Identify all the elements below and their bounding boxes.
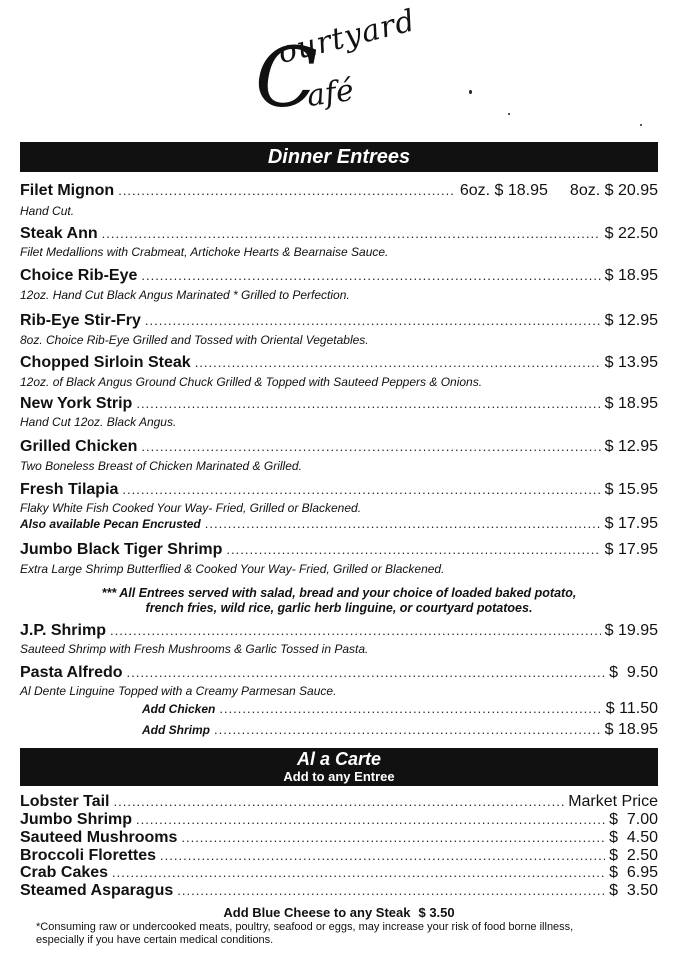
item-name: Crab Cakes: [20, 864, 109, 881]
logo-initial: C: [255, 31, 318, 126]
dot-leader: [141, 268, 600, 283]
item-description: 8oz. Choice Rib-Eye Grilled and Tossed with Oriental Vegetables.: [20, 333, 369, 347]
dot-leader: [127, 665, 606, 680]
item-name: Pasta Alfredo: [20, 664, 123, 681]
item-description: 12oz. Hand Cut Black Angus Marinated * Grilled to Perfection.: [20, 288, 350, 302]
menu-item-rib-eye-stir-fry: [20, 312, 658, 330]
item-price: $ 6.95: [609, 864, 658, 881]
dot-leader: [112, 865, 605, 880]
item-price-8oz: 8oz. $ 20.95: [569, 182, 658, 199]
dot-leader: [136, 812, 605, 827]
item-description: Hand Cut 12oz. Black Angus.: [20, 415, 177, 429]
carte-item-lobster-tail: [20, 793, 658, 811]
dot-leader: [195, 355, 601, 370]
menu-item-choice-rib-eye: [20, 267, 658, 285]
item-description: Two Boneless Breast of Chicken Marinated & Grilled.: [20, 459, 302, 473]
carte-item-crab-cakes: [20, 864, 658, 882]
item-price-6oz: 6oz. $ 18.95: [459, 182, 548, 199]
menu-item-chopped-sirloin: [20, 354, 658, 372]
item-price: $ 13.95: [604, 354, 658, 371]
dot-leader: [177, 883, 605, 898]
menu-item-grilled-chicken: [20, 438, 658, 456]
item-description: Sauteed Shrimp with Fresh Mushrooms & Garlic Tossed in Pasta.: [20, 642, 369, 656]
item-price: $ 7.00: [609, 811, 658, 828]
dot-leader: [205, 516, 601, 531]
dot-leader: [226, 542, 600, 557]
logo-courtyard-text: ourtyard: [274, 3, 420, 71]
item-price: $ 17.95: [604, 515, 658, 532]
menu-item-filet-mignon: [20, 182, 658, 200]
dot-leader: [141, 439, 600, 454]
item-description: Hand Cut.: [20, 204, 75, 218]
item-name: Sauteed Mushrooms: [20, 829, 178, 846]
carte-item-jumbo-shrimp: [20, 811, 658, 829]
menu-item-add-chicken: [142, 700, 658, 718]
item-price: $ 2.50: [609, 847, 658, 864]
scan-speck: [469, 90, 472, 94]
item-name: Jumbo Black Tiger Shrimp: [20, 541, 223, 558]
dot-leader: [181, 830, 605, 845]
item-name: Add Chicken: [142, 702, 216, 716]
scan-speck: [640, 124, 642, 126]
item-name: Chopped Sirloin Steak: [20, 354, 191, 371]
menu-item-pasta-alfredo: [20, 664, 658, 682]
dot-leader: [122, 482, 600, 497]
blue-cheese-label: Add Blue Cheese to any Steak: [223, 905, 411, 920]
logo-cafe-text: afé: [304, 72, 356, 115]
item-description: Filet Medallions with Crabmeat, Artichoke Hearts & Bearnaise Sauce.: [20, 245, 389, 259]
item-name: Filet Mignon: [20, 182, 115, 199]
carte-item-broccoli-florettes: [20, 847, 658, 865]
advisory-line: especially if you have certain medical conditions.: [36, 934, 274, 946]
entrees-served-note: [20, 586, 658, 616]
advisory-line: *Consuming raw or undercooked meats, poultry, seafood or eggs, may increase your risk of food borne illness,: [36, 921, 574, 933]
menu-item-add-shrimp: [142, 721, 658, 739]
item-price: $ 12.95: [604, 438, 658, 455]
menu-item-new-york-strip: [20, 395, 658, 413]
menu-item-tilapia-pecan: [20, 515, 658, 533]
menu-item-jumbo-black-tiger-shrimp: [20, 541, 658, 559]
item-price: $ 17.95: [604, 541, 658, 558]
item-price: $ 15.95: [604, 481, 658, 498]
dot-leader: [110, 623, 601, 638]
item-name: Steamed Asparagus: [20, 882, 174, 899]
item-name: Steak Ann: [20, 225, 98, 242]
item-name: Jumbo Shrimp: [20, 811, 133, 828]
item-description: Flaky White Fish Cooked Your Way- Fried, Grilled or Blackened.: [20, 501, 362, 515]
consumer-advisory: [36, 921, 656, 947]
item-name: Rib-Eye Stir-Fry: [20, 312, 141, 329]
dot-leader: [214, 722, 601, 737]
scan-speck: [508, 113, 510, 115]
dot-leader: [114, 794, 565, 809]
a-la-carte-banner: [20, 748, 658, 786]
item-name: New York Strip: [20, 395, 133, 412]
item-price: $ 9.50: [609, 664, 658, 681]
dot-leader: [219, 701, 601, 716]
dot-leader: [102, 226, 601, 241]
item-description: Extra Large Shrimp Butterflied & Cooked Your Way- Fried, Grilled or Blackened.: [20, 562, 445, 576]
carte-item-steamed-asparagus: [20, 882, 658, 900]
item-price: $ 4.50: [609, 829, 658, 846]
served-note-line: *** All Entrees served with salad, bread and your choice of loaded baked potato,: [101, 586, 577, 600]
item-name: Fresh Tilapia: [20, 481, 119, 498]
item-name: Add Shrimp: [142, 723, 210, 737]
item-description: 12oz. of Black Angus Ground Chuck Grilled & Topped with Sauteed Peppers & Onions.: [20, 375, 483, 389]
item-price: $ 19.95: [604, 622, 658, 639]
a-la-carte-title: Al a Carte: [296, 749, 382, 769]
item-price: $ 3.50: [609, 882, 658, 899]
menu-item-steak-ann: [20, 225, 658, 243]
item-price: $ 18.95: [604, 721, 658, 738]
item-price: $ 18.95: [604, 395, 658, 412]
served-note-line: french fries, wild rice, garlic herb linguine, or courtyard potatoes.: [145, 601, 533, 615]
item-price: $ 18.95: [604, 267, 658, 284]
item-name: Also available Pecan Encrusted: [20, 517, 201, 531]
carte-item-sauteed-mushrooms: [20, 829, 658, 847]
item-name: Grilled Chicken: [20, 438, 138, 455]
dot-leader: [136, 396, 600, 411]
menu-item-fresh-tilapia: [20, 481, 658, 499]
item-name: J.P. Shrimp: [20, 622, 106, 639]
dinner-entrees-title: Dinner Entrees: [267, 146, 411, 168]
item-price: $ 22.50: [604, 225, 658, 242]
blue-cheese-price: $ 3.50: [418, 905, 455, 920]
courtyard-cafe-logo: [255, 3, 445, 133]
menu-item-jp-shrimp: [20, 622, 658, 640]
item-price: Market Price: [568, 793, 658, 810]
dot-leader: [118, 183, 456, 198]
item-price: $ 11.50: [605, 700, 658, 717]
item-name: Choice Rib-Eye: [20, 267, 138, 284]
item-description: Al Dente Linguine Topped with a Creamy Parmesan Sauce.: [20, 684, 337, 698]
dot-leader: [160, 848, 605, 863]
dot-leader: [145, 313, 601, 328]
item-name: Broccoli Florettes: [20, 847, 157, 864]
item-price: $ 12.95: [604, 312, 658, 329]
dinner-entrees-banner: [20, 142, 658, 172]
a-la-carte-subtitle: Add to any Entree: [283, 769, 395, 784]
blue-cheese-addon: [20, 905, 658, 920]
item-name: Lobster Tail: [20, 793, 110, 810]
